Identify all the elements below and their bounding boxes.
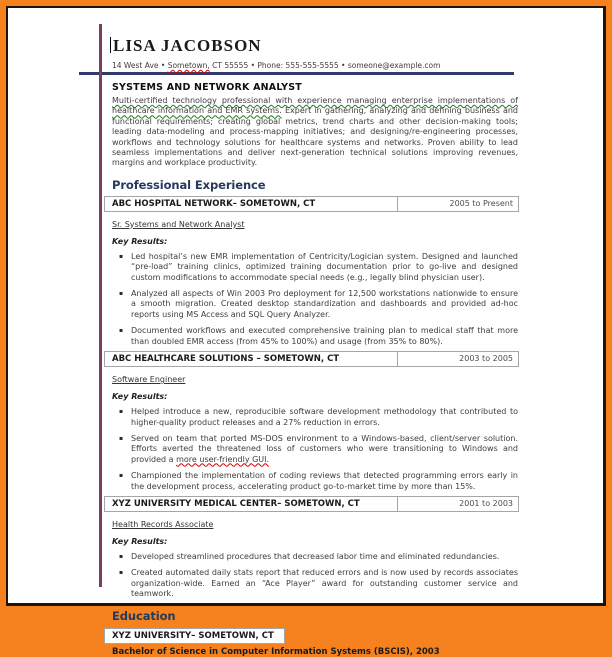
bullet-icon: ▪ bbox=[119, 408, 124, 416]
bullet-icon: ▪ bbox=[119, 252, 124, 260]
bullet-icon: ▪ bbox=[119, 569, 124, 577]
job-header-row bbox=[104, 351, 519, 367]
bullet-item bbox=[112, 326, 518, 347]
job-bullet-list bbox=[112, 252, 518, 347]
bullet-text: Analyzed all aspects of Win 2003 Pro deployment for 12,500 workstations nationwide to ensure a smooth migration. Created desktop standardization and dashboards and provided ad-hoc reports using MS Access and SQL Query Analyzer. bbox=[131, 289, 518, 319]
text-cursor bbox=[110, 37, 111, 53]
resume-header bbox=[110, 36, 440, 70]
bullet-text bbox=[131, 434, 518, 464]
job-title: Sr. Systems and Network Analyst bbox=[112, 219, 245, 229]
bullet-item bbox=[112, 289, 518, 320]
bullet-misspelled-phrase: more user-friendly GUI. bbox=[176, 454, 270, 464]
summary-rest: Expert in gathering, analyzing and defining business and functional requirements; creating global metrics, trend charts and other decision-making tools; leading data-modeling and process-mapping initiatives; and designing/re-engineering processes, workflows and technology solutions for healthcare systems and networks. Proven ability to lead seamless implementations and deliver next-generation technical solutions improving revenues, margins and workplace productivity. bbox=[112, 106, 518, 168]
section-heading-education: Education bbox=[112, 608, 176, 623]
role-heading: SYSTEMS AND NETWORK ANALYST bbox=[112, 82, 302, 93]
candidate-name-text: LISA JACOBSON bbox=[113, 36, 262, 55]
bullet-icon: ▪ bbox=[119, 472, 124, 480]
job-title: Health Records Associate bbox=[112, 519, 214, 529]
key-results-label: Key Results: bbox=[112, 536, 168, 546]
job-title: Software Engineer bbox=[112, 375, 186, 385]
bullet-text: Led hospital’s new EMR implementation of Centricity/Logician system. Designed and launched “pre-load” training clinics, optimized training documentation prior to go-live and designed custom modifications to accommodate special needs (e.g., legally blind physician user). bbox=[131, 251, 518, 282]
job-bullet-list bbox=[112, 407, 518, 492]
bullet-item bbox=[112, 407, 518, 428]
bullet-icon: ▪ bbox=[119, 552, 124, 560]
job-entry bbox=[112, 351, 518, 492]
bullet-text: Developed streamlined procedures that decreased labor time and eliminated redundancies. bbox=[131, 551, 500, 561]
education-school-box: XYZ UNIVERSITY– SOMETOWN, CT bbox=[104, 628, 285, 644]
contact-misspelled-word: Sometown, bbox=[167, 61, 210, 70]
bullet-text-pre: Served on team that ported MS-DOS environment to a Windows-based, client/server solution. Efforts averted the threatened loss of customers who were transitioning to Windows and provided a bbox=[131, 433, 518, 464]
header-divider-line bbox=[79, 72, 514, 75]
bullet-icon: ▪ bbox=[119, 434, 124, 442]
bullet-text: Documented workflows and executed comprehensive training plan to medical staff that more than doubled EMR access (from 45% to 100%) and usage (from 35% to 80%). bbox=[131, 326, 518, 346]
job-header-row bbox=[104, 496, 519, 512]
job-company: XYZ UNIVERSITY MEDICAL CENTER– SOMETOWN, CT bbox=[105, 497, 398, 511]
job-dates: 2005 to Present bbox=[449, 198, 513, 208]
job-bullet-list bbox=[112, 552, 518, 600]
bullet-item bbox=[112, 552, 518, 562]
vertical-accent-line bbox=[99, 24, 102, 587]
bullet-text: Helped introduce a new, reproducible software development methodology that contributed to higher-quality product releases and a 27% reduction in errors. bbox=[131, 407, 518, 427]
candidate-name bbox=[110, 36, 440, 55]
job-dates: 2001 to 2003 bbox=[459, 498, 513, 508]
resume-page bbox=[6, 6, 606, 657]
bullet-icon: ▪ bbox=[119, 290, 124, 298]
job-header-row bbox=[104, 196, 519, 212]
job-dates: 2003 to 2005 bbox=[459, 354, 513, 364]
job-entry bbox=[112, 196, 518, 347]
key-results-label: Key Results: bbox=[112, 392, 168, 402]
bullet-item bbox=[112, 252, 518, 283]
job-company: ABC HEALTHCARE SOLUTIONS – SOMETOWN, CT bbox=[105, 352, 398, 366]
job-entry bbox=[112, 496, 518, 600]
contact-post: CT 55555 • Phone: 555-555-5555 • someone@example.com bbox=[209, 61, 441, 70]
bullet-item bbox=[112, 471, 518, 492]
education-degree: Bachelor of Science in Computer Information Systems (BSCIS), 2003 bbox=[112, 646, 440, 657]
bullet-item bbox=[112, 434, 518, 465]
bullet-item bbox=[112, 568, 518, 599]
bullet-text: Created automated daily stats report that reduced errors and is now used by records associates organization-wide. Earned an “Ace Player” award for outstanding customer service and teamwork. bbox=[131, 568, 518, 599]
bullet-icon: ▪ bbox=[119, 327, 124, 335]
contact-line bbox=[112, 61, 440, 70]
key-results-label: Key Results: bbox=[112, 236, 168, 246]
profile-summary bbox=[112, 96, 518, 169]
summary-grammar-marked: Multi-certified technology professional with experience managing enterprise implementations of healthcare information and EMR systems. bbox=[112, 96, 518, 116]
bullet-text: Championed the implementation of coding reviews that detected programming errors early in the development process, accelerating product go-to-market time by more than 15%. bbox=[131, 471, 518, 491]
section-heading-experience: Professional Experience bbox=[112, 177, 266, 192]
resume-body bbox=[112, 82, 518, 657]
contact-pre: 14 West Ave • bbox=[112, 61, 168, 70]
job-company: ABC HOSPITAL NETWORK– SOMETOWN, CT bbox=[105, 197, 398, 211]
